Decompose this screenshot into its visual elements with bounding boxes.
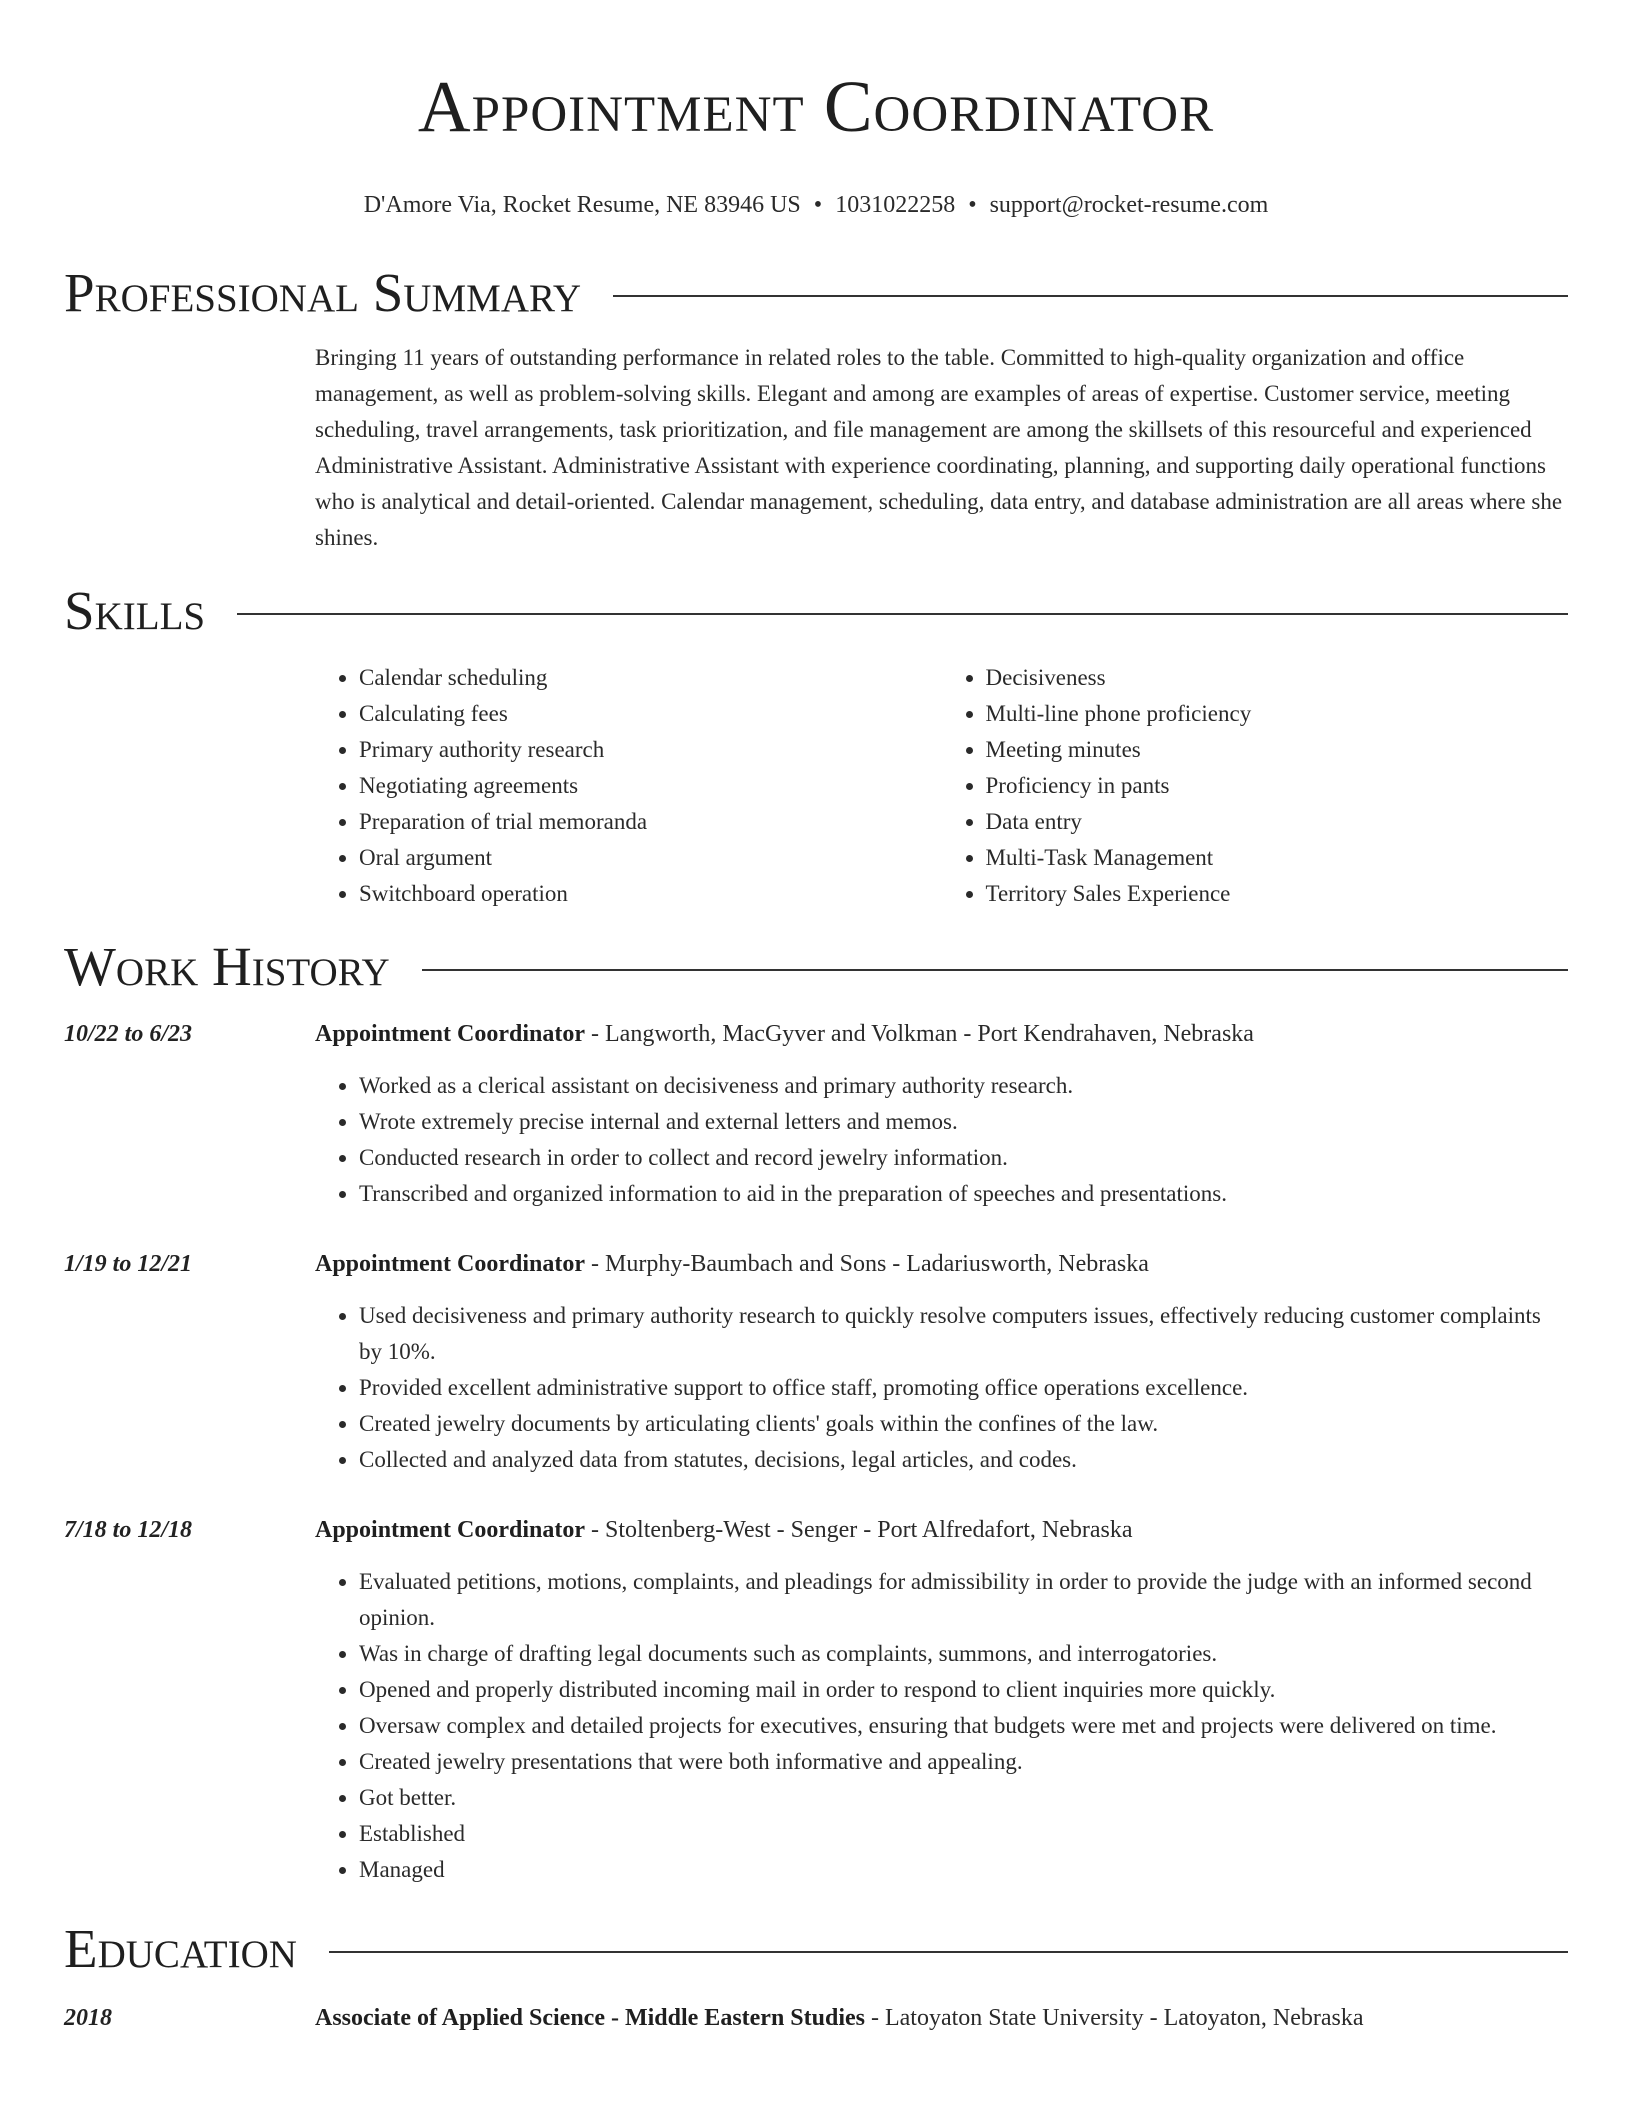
work-section-header <box>64 934 1568 1000</box>
skill-item: • Primary authority research <box>359 732 942 768</box>
education-year: 2018 <box>64 2005 112 2031</box>
contact-line <box>64 190 1568 220</box>
education-degree: Associate of Applied Science - Middle Eastern Studies <box>315 2005 865 2031</box>
job-entry <box>64 1512 1568 1888</box>
job-bullet: • Established <box>359 1816 1568 1852</box>
job-bullet: • Wrote extremely precise internal and external letters and memos. <box>359 1104 1568 1140</box>
job-title: Appointment Coordinator <box>315 1021 586 1047</box>
section-divider <box>237 613 1568 615</box>
skill-item: • Calculating fees <box>359 696 942 732</box>
job-bullet: • Used decisiveness and primary authority research to quickly resolve computers issues, effectively reducing customer complaints by 10%. <box>359 1298 1568 1370</box>
job-title: Appointment Coordinator <box>315 1517 586 1543</box>
education-heading: Education <box>64 1918 297 1979</box>
section-divider <box>329 1951 1568 1953</box>
education-content <box>315 2000 1568 2036</box>
job-bullet: • Oversaw complex and detailed projects for executives, ensuring that budgets were met and projects were delivered on time. <box>359 1708 1568 1744</box>
skill-item: • Data entry <box>986 804 1569 840</box>
job-entry <box>64 1016 1568 1212</box>
skills-heading: Skills <box>64 580 206 641</box>
job-title-line <box>315 1016 1568 1052</box>
job-bullet: • Worked as a clerical assistant on decisiveness and primary authority research. <box>359 1068 1568 1104</box>
job-content <box>315 1512 1568 1888</box>
skill-item: • Decisiveness <box>986 660 1569 696</box>
contact-email: support@rocket-resume.com <box>989 192 1269 218</box>
job-bullet: • Was in charge of drafting legal documents such as complaints, summons, and interrogatories. <box>359 1636 1568 1672</box>
job-title: Appointment Coordinator <box>315 1251 586 1277</box>
skills-section-header <box>64 578 1568 644</box>
job-employer-location: - Langworth, MacGyver and Volkman - Port Kendrahaven, Nebraska <box>585 1021 1254 1047</box>
skill-item: • Territory Sales Experience <box>986 876 1569 912</box>
contact-separator: • <box>968 192 977 218</box>
summary-section-header <box>64 260 1568 326</box>
work-heading: Work History <box>64 936 390 997</box>
skills-list-right <box>942 660 1569 912</box>
contact-separator: • <box>813 192 823 218</box>
education-section-header <box>64 1916 1568 1982</box>
section-divider <box>422 969 1568 971</box>
education-entry <box>64 2000 1568 2036</box>
resume-page <box>64 0 1568 2036</box>
job-bullet: • Transcribed and organized information to aid in the preparation of speeches and presentations. <box>359 1176 1568 1212</box>
job-bullet: • Got better. <box>359 1780 1568 1816</box>
contact-phone: 1031022258 <box>835 192 956 218</box>
job-bullet: • Created jewelry documents by articulating clients' goals within the confines of the law. <box>359 1406 1568 1442</box>
job-bullet: • Managed <box>359 1852 1568 1888</box>
job-bullet: • Created jewelry presentations that were both informative and appealing. <box>359 1744 1568 1780</box>
job-title-line <box>315 1246 1568 1282</box>
education-school-location: - Latoyaton State University - Latoyaton, Nebraska <box>865 2005 1364 2031</box>
skill-item: • Negotiating agreements <box>359 768 942 804</box>
job-dates: 1/19 to 12/21 <box>64 1251 193 1277</box>
summary-heading: Professional Summary <box>64 262 582 323</box>
section-divider <box>613 295 1568 297</box>
contact-address: D'Amore Via, Rocket Resume, NE 83946 US <box>363 192 801 218</box>
job-title-line <box>315 1512 1568 1548</box>
job-bullets <box>315 1564 1568 1888</box>
job-employer-location: - Stoltenberg-West - Senger - Port Alfredafort, Nebraska <box>585 1517 1133 1543</box>
job-content <box>315 1016 1568 1212</box>
skills-columns <box>315 660 1568 912</box>
skill-item: • Calendar scheduling <box>359 660 942 696</box>
job-employer-location: - Murphy-Baumbach and Sons - Ladariusworth, Nebraska <box>585 1251 1149 1277</box>
education-line <box>315 2000 1568 2036</box>
skill-item: • Multi-Task Management <box>986 840 1569 876</box>
job-bullets <box>315 1298 1568 1478</box>
skill-item: • Proficiency in pants <box>986 768 1569 804</box>
skill-item: • Switchboard operation <box>359 876 942 912</box>
job-bullet: • Evaluated petitions, motions, complaints, and pleadings for admissibility in order to provide the judge with an informed second opinion. <box>359 1564 1568 1636</box>
job-dates: 10/22 to 6/23 <box>64 1021 193 1047</box>
resume-title: Appointment Coordinator <box>417 66 1215 147</box>
skill-item: • Preparation of trial memoranda <box>359 804 942 840</box>
job-dates: 7/18 to 12/18 <box>64 1517 193 1543</box>
job-entry <box>64 1246 1568 1478</box>
job-bullet: • Provided excellent administrative support to office staff, promoting office operations excellence. <box>359 1370 1568 1406</box>
job-bullet: • Collected and analyzed data from statutes, decisions, legal articles, and codes. <box>359 1442 1568 1478</box>
job-bullet: • Conducted research in order to collect and record jewelry information. <box>359 1140 1568 1176</box>
skill-item: • Multi-line phone proficiency <box>986 696 1569 732</box>
skill-item: • Oral argument <box>359 840 942 876</box>
job-bullets <box>315 1068 1568 1212</box>
summary-text: Bringing 11 years of outstanding performance in related roles to the table. Committed to high-quality organization and office management, as well as problem-solving skills. Elegant and among are examples of areas of expertise. Customer service, meeting scheduling, travel arrangements, task prioritization, and file management are among the skillsets of this resourceful and experienced Administrative Assistant. Administrative Assistant with experience coordinating, planning, and supporting daily operational functions who is analytical and detail-oriented. Calendar management, scheduling, data entry, and database administration are all areas where she shines. <box>315 345 1563 550</box>
skill-item: • Meeting minutes <box>986 732 1569 768</box>
job-content <box>315 1246 1568 1478</box>
skills-list-left <box>315 660 942 912</box>
job-bullet: • Opened and properly distributed incoming mail in order to respond to client inquiries more quickly. <box>359 1672 1568 1708</box>
